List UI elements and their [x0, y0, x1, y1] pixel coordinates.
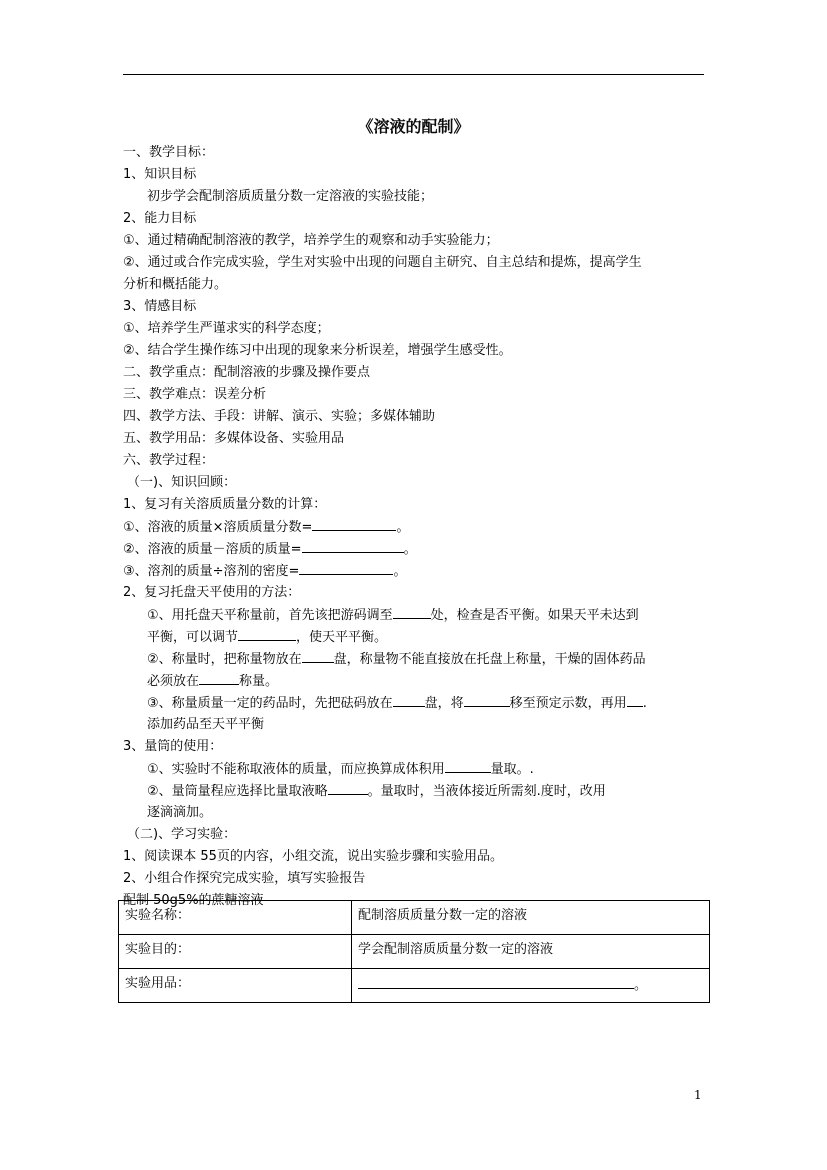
text-fragment: . [642, 696, 647, 711]
fill-in-line [123, 692, 723, 714]
section-heading: 三、教学难点：误差分析 [123, 387, 267, 402]
text-line: 初步学会配制溶质质量分数一定溶液的实验技能； [147, 189, 434, 204]
subsection-heading: 2、复习托盘天平使用的方法： [123, 585, 301, 600]
fill-in-line [123, 648, 723, 670]
fill-in-line [123, 538, 723, 560]
experiment-report-table [118, 900, 710, 1003]
fill-blank[interactable] [445, 758, 491, 773]
text-fragment: 。 [396, 520, 410, 535]
fill-blank[interactable] [312, 516, 396, 531]
text-fragment: 称量。 [239, 674, 279, 689]
subsection-heading: （一)、知识回顾： [127, 475, 237, 490]
document-body [123, 142, 723, 912]
fill-blank[interactable] [358, 972, 634, 989]
table-label-cell: 实验用品： [119, 969, 352, 1003]
text-line: 1、复习有关溶质质量分数的计算： [123, 497, 327, 512]
table-row [119, 969, 710, 1003]
text-fragment: ①、实验时不能称取液体的质量，而应换算成体积用 [147, 762, 445, 777]
fill-blank[interactable] [393, 692, 425, 707]
text-line: 1、阅读课本 55页的内容，小组交流，说出实验步骤和实验用品。 [123, 849, 503, 864]
fill-in-line [123, 604, 723, 626]
text-fragment: 盘，称量物不能直接放在托盘上称量，干燥的固体药品 [333, 652, 646, 667]
fill-blank[interactable] [393, 604, 431, 619]
table-value-cell [352, 969, 710, 1003]
text-line: 配制 50g5%的蔗糖溶液 [123, 893, 264, 908]
text-line: 分析和概括能力。 [123, 277, 228, 292]
section-heading: 一、教学目标： [123, 145, 215, 160]
text-fragment: ②、量筒量程应选择比量取液略 [147, 784, 328, 799]
fill-blank[interactable] [302, 538, 404, 553]
text-line: ②、结合学生操作练习中出现的现象来分析误差，增强学生感受性。 [123, 343, 512, 358]
text-line: ①、培养学生严谨求实的科学态度； [123, 321, 330, 336]
text-line: 2、小组合作探究完成实验，填写实验报告 [123, 871, 366, 886]
text-line: ②、通过或合作完成实验，学生对实验中出现的问题自主研究、自主总结和提炼，提高学生 [123, 255, 642, 270]
section-heading: 五、教学用品：多媒体设备、实验用品 [123, 431, 345, 446]
text-line: 逐滴滴加。 [147, 805, 213, 820]
fill-in-line [123, 780, 723, 802]
text-fragment: ①、用托盘天平称量前，首先该把游码调至 [147, 608, 393, 623]
subsection-heading: （二)、学习实验： [127, 827, 237, 842]
text-fragment: ，使天平平衡。 [296, 630, 388, 645]
fill-in-line [123, 626, 723, 648]
section-heading: 六、教学过程： [123, 453, 215, 468]
table-value-cell: 学会配制溶质质量分数一定的溶液 [352, 935, 710, 969]
table-value-cell: 配制溶质质量分数一定的溶液 [352, 901, 710, 935]
fill-blank[interactable] [627, 692, 643, 707]
text-fragment: ①、溶液的质量×溶质质量分数= [123, 520, 313, 535]
table-row [119, 935, 710, 969]
section-heading: 二、教学重点：配制溶液的步骤及操作要点 [123, 365, 371, 380]
table-row [119, 901, 710, 935]
text-fragment: 。量取时，当液体接近所需刻.度时，改用 [367, 784, 606, 799]
fill-in-line [123, 670, 723, 692]
text-fragment: 移至预定示数，再用 [509, 696, 627, 711]
text-fragment: ②、溶液的质量－溶质的质量= [123, 542, 302, 557]
header-rule [123, 74, 704, 75]
text-fragment: 。 [393, 564, 407, 579]
text-line: ①、通过精确配制溶液的教学，培养学生的观察和动手实验能力； [123, 233, 499, 248]
document-title: 《溶液的配制》 [357, 117, 470, 136]
subsection-heading: 2、能力目标 [123, 211, 197, 226]
subsection-heading: 3、量筒的使用： [123, 739, 223, 754]
table-label-cell: 实验名称： [119, 901, 352, 935]
text-fragment: 盘，将 [424, 696, 464, 711]
section-heading: 四、教学方法、手段：讲解、演示、实验；多媒体辅助 [123, 409, 436, 424]
page-number: 1 [694, 1088, 702, 1102]
text-fragment: ③、溶剂的质量÷溶剂的密度= [123, 564, 300, 579]
fill-blank[interactable] [302, 648, 334, 663]
text-fragment: ③、称量质量一定的药品时，先把砝码放在 [147, 696, 393, 711]
fill-in-line [123, 758, 723, 780]
fill-blank[interactable] [299, 560, 393, 575]
subsection-heading: 1、知识目标 [123, 167, 197, 182]
subsection-heading: 3、情感目标 [123, 299, 197, 314]
text-fragment: 必须放在 [147, 674, 200, 689]
fill-blank[interactable] [328, 780, 368, 795]
text-fragment: ②、称量时，把称量物放在 [147, 652, 302, 667]
text-fragment: 。 [634, 978, 648, 993]
fill-blank[interactable] [238, 626, 296, 641]
text-fragment: 量取。. [490, 762, 534, 777]
fill-blank[interactable] [464, 692, 510, 707]
text-fragment: 处，检查是否平衡。如果天平未达到 [430, 608, 639, 623]
text-fragment: 。 [403, 542, 417, 557]
fill-in-line [123, 516, 723, 538]
text-line: 添加药品至天平平衡 [147, 717, 265, 732]
text-fragment: 平衡，可以调节 [147, 630, 239, 645]
fill-blank[interactable] [199, 670, 239, 685]
fill-in-line [123, 560, 723, 582]
table-label-cell: 实验目的： [119, 935, 352, 969]
